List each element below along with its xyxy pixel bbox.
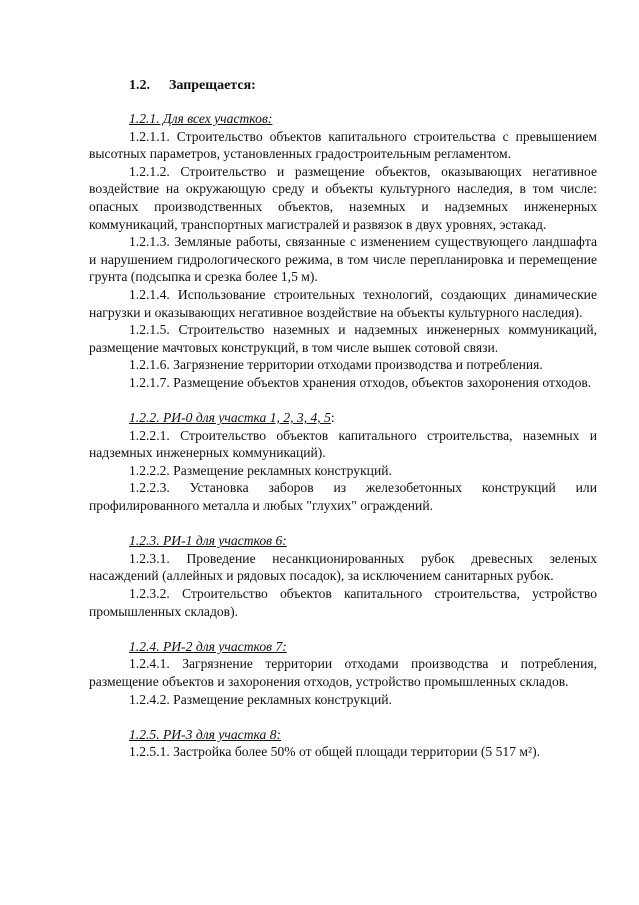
- clause: 1.2.4.1. Загрязнение территории отходами производства и потребления, размещение объектов и захоронения отходов, устройство промышленных складов.: [89, 656, 597, 689]
- clause: 1.2.5.1. Застройка более 50% от общей площади территории (5 517 м²).: [129, 744, 541, 760]
- clause: 1.2.1.7. Размещение объектов хранения отходов, объектов захоронения отходов.: [129, 374, 592, 390]
- clause: 1.2.2.2. Размещение рекламных конструкций.: [129, 462, 392, 478]
- subsection-heading: [89, 110, 597, 128]
- spacer: [89, 708, 597, 726]
- spacer: [89, 620, 597, 638]
- clause: 1.2.1.1. Строительство объектов капитального строительства с превышением высотных параметров, установленных градостроительным регламентом.: [89, 128, 597, 162]
- subsection-heading-text: 1.2.2. РИ-0 для участка 1, 2, 3, 4, 5: [129, 410, 331, 426]
- subsection-heading-text: 1.2.1. Для всех участков:: [129, 111, 273, 126]
- section-title: Запрещается:: [169, 78, 256, 93]
- subsection-heading-text: 1.2.3. РИ-1 для участков 6:: [129, 533, 287, 549]
- subsection-heading: [89, 532, 597, 550]
- clause: 1.2.1.5. Строительство наземных и надземных инженерных коммуникаций, размещение мачтовых конструкций, в том числе вышек сотовой связи.: [89, 322, 597, 355]
- subsection-heading-tail: :: [330, 410, 335, 426]
- clause: 1.2.2.1. Строительство объектов капитального строительства, наземных и надземных инженерных коммуникаций).: [89, 427, 597, 461]
- subsection-heading-text: 1.2.5. РИ-3 для участка 8:: [129, 726, 282, 742]
- spacer: [89, 392, 597, 410]
- subsection-heading-text: 1.2.4. РИ-2 для участков 7:: [129, 638, 287, 654]
- spacer: [89, 515, 597, 533]
- clause: 1.2.1.3. Земляные работы, связанные с изменением существующего ландшафта и нарушением гидрологического режима, в том числе перепланировка и перемещение грунта (подсыпка и срезка более 1,5 м).: [89, 234, 597, 285]
- section-heading: [129, 78, 256, 94]
- clause: 1.2.1.2. Строительство и размещение объектов, оказывающих негативное воздействие на окружающую среду и объекты культурного наследия, в том числе: опасных производственных объектов, наземных и надземных инженерных коммуникаций, транспортных магистралей и развязок в двух уровнях, эстакад.: [89, 163, 597, 232]
- clause: 1.2.3.2. Строительство объектов капитального строительства, устройство промышленных складов).: [89, 586, 597, 619]
- document-body: [89, 110, 597, 761]
- subsection-heading: [89, 409, 597, 427]
- subsection-heading: [89, 726, 597, 744]
- section-number: 1.2.: [129, 78, 150, 93]
- clause: 1.2.3.1. Проведение несанкционированных рубок древесных зеленых насаждений (аллейных и рядовых посадок), за исключением санитарных рубок.: [89, 550, 597, 584]
- clause: 1.2.1.6. Загрязнение территории отходами производства и потребления.: [129, 357, 543, 373]
- subsection-heading: [89, 638, 597, 656]
- clause: 1.2.2.3. Установка заборов из железобетонных конструкций или профилированного металла и любых "глухих" ограждений.: [89, 480, 597, 514]
- clause: 1.2.1.4. Использование строительных технологий, создающих динамические нагрузки и оказывающих негативное воздействие на объекты культурного наследия).: [89, 286, 597, 320]
- clause: 1.2.4.2. Размещение рекламных конструкций.: [129, 691, 392, 707]
